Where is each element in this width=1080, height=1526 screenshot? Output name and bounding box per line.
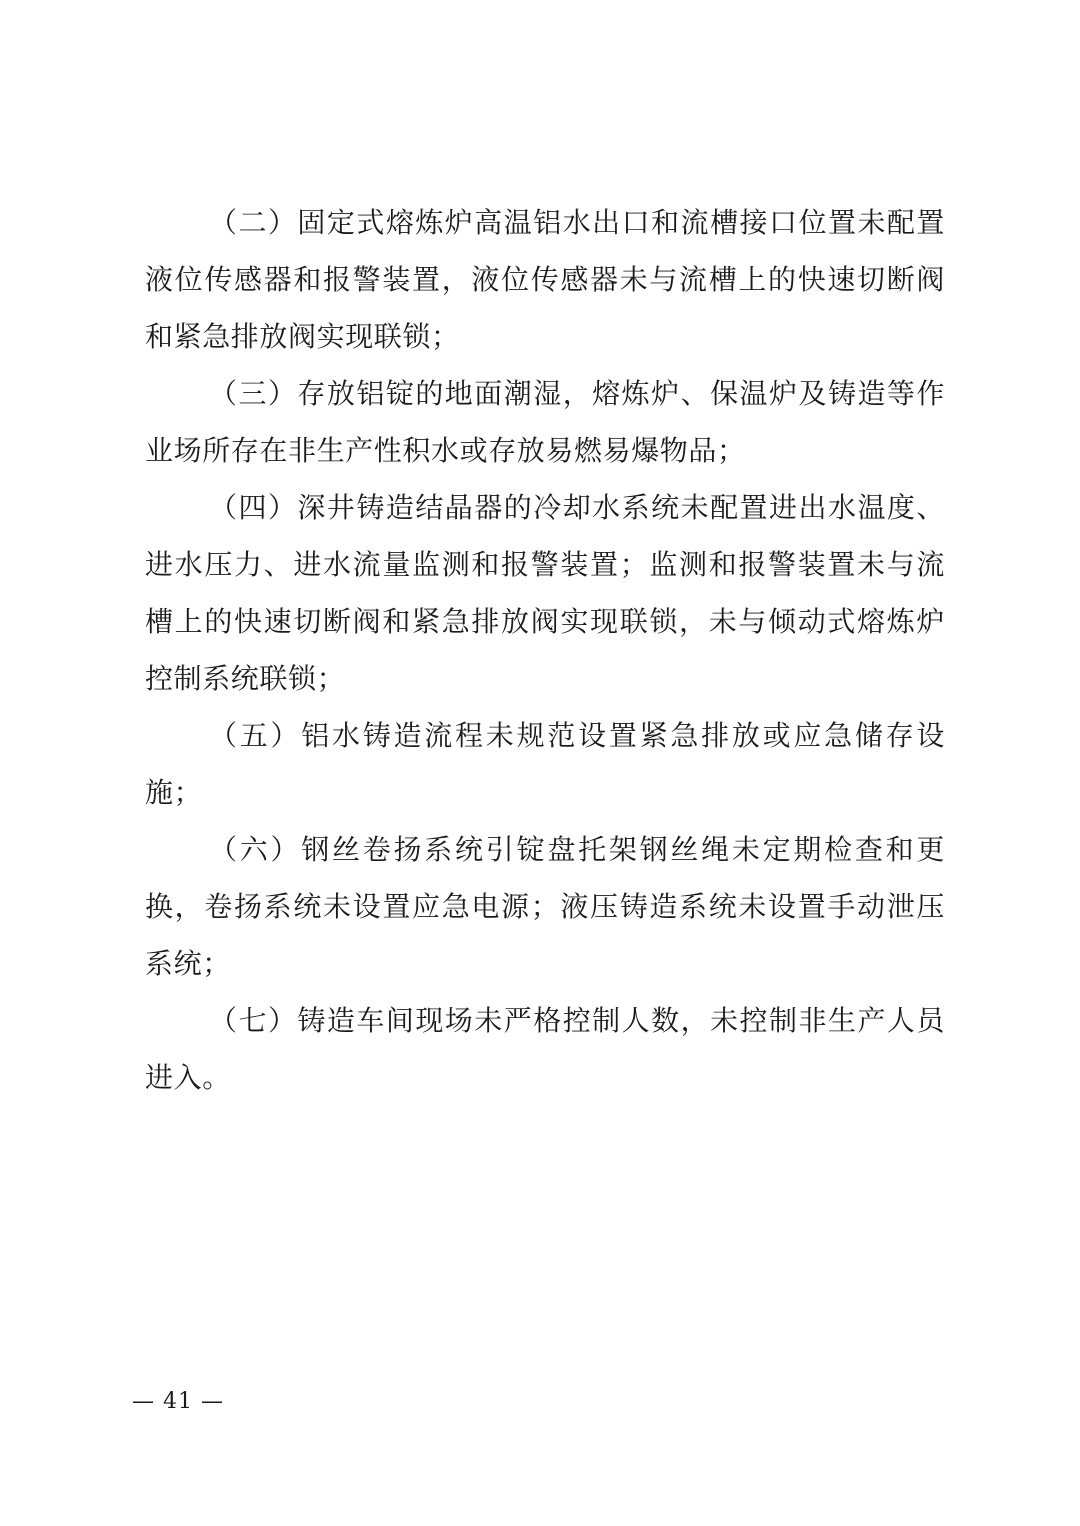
paragraph-item-7: （七）铸造车间现场未严格控制人数，未控制非生产人员进入。 (145, 1004, 945, 1094)
page-number: — 41 — (132, 1389, 224, 1414)
paragraph-item-6: （六）钢丝卷扬系统引锭盘托架钢丝绳未定期检查和更换，卷扬系统未设置应急电源；液压铸造系统未设置手动泄压系统； (145, 833, 945, 980)
paragraph-item-5: （五）铝水铸造流程未规范设置紧急排放或应急储存设施； (145, 719, 945, 809)
paragraph-item-4: （四）深井铸造结晶器的冷却水系统未配置进出水温度、进水压力、进水流量监测和报警装置；监测和报警装置未与流槽上的快速切断阀和紧急排放阀实现联锁，未与倾动式熔炼炉控制系统联锁； (145, 491, 945, 695)
paragraph-item-2: （二）固定式熔炼炉高温铝水出口和流槽接口位置未配置液位传感器和报警装置，液位传感器未与流槽上的快速切断阀和紧急排放阀实现联锁； (145, 206, 945, 353)
paragraph-item-3: （三）存放铝锭的地面潮湿，熔炼炉、保温炉及铸造等作业场所存在非生产性积水或存放易燃易爆物品； (145, 377, 945, 467)
document-body (145, 194, 945, 1106)
